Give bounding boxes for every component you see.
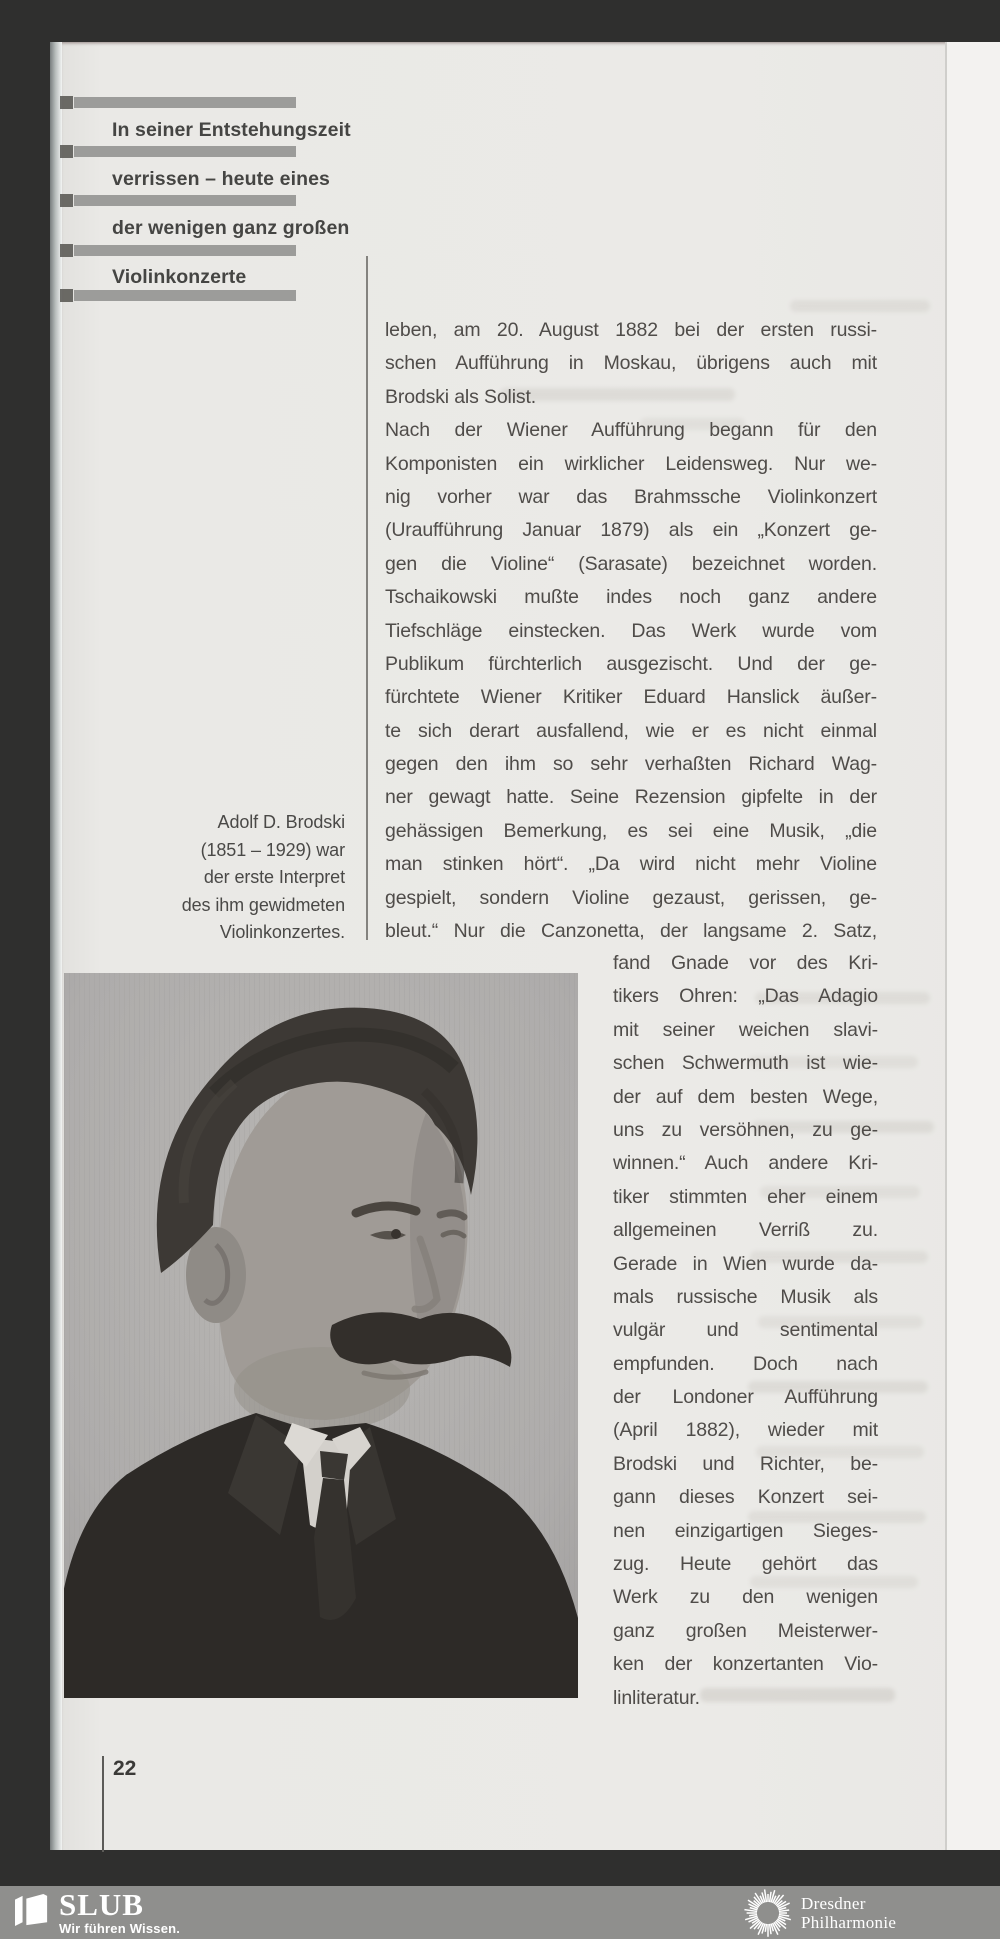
text-line: verrissen – heute eines (112, 168, 330, 191)
text-line: (1851 – 1929) war (200, 839, 345, 860)
text-line: ner gewagt hatte. Seine Rezension gipfelte in der (385, 786, 877, 809)
text-line: fand Gnade vor des Kri- (613, 952, 878, 974)
column-divider-rule (366, 256, 368, 940)
footer-bar (0, 1886, 1000, 1939)
slub-tagline: Wir führen Wissen. (59, 1921, 181, 1936)
philharmonie-name-line2: Philharmonie (801, 1913, 897, 1932)
philharmonie-name-line1: Dresdner (801, 1894, 866, 1913)
body-wide (385, 314, 877, 948)
text-line: gespielt, sondern Violine gezaust, gerissen, ge- (385, 886, 877, 909)
slub-wordmark: SLUB (59, 1887, 144, 1922)
text-line: empfunden. Doch nach (613, 1352, 878, 1375)
portrait-illustration (64, 973, 578, 1698)
text-line: der wenigen ganz großen (112, 217, 350, 240)
header-block (112, 118, 442, 314)
adjacent-page-edge (947, 42, 1000, 1850)
text-line: ken der konzertanten Vio- (613, 1653, 878, 1676)
text-line: Gerade in Wien wurde da- (613, 1252, 878, 1275)
text-line: Tiefschläge einstecken. Das Werk wurde vom (385, 619, 877, 642)
text-line: schen Aufführung in Moskau, übrigens auch mit (385, 352, 877, 375)
text-line: der auf dem besten Wege, (613, 1085, 878, 1108)
text-line: Nach der Wiener Aufführung begann für den (385, 419, 877, 442)
text-line: gann dieses Konzert sei- (613, 1486, 878, 1509)
text-line: des ihm gewidmeten (181, 894, 345, 915)
text-line: leben, am 20. August 1882 bei der ersten russi- (385, 319, 877, 341)
text-line: mit seiner weichen slavi- (613, 1018, 878, 1041)
page-number-rule (102, 1756, 104, 1852)
text-line: schen Schwermuth ist wie- (613, 1052, 878, 1075)
text-line: nig vorher war das Brahmssche Violinkonzert (385, 485, 877, 508)
text-line: Komponisten ein wirklicher Leidensweg. Nur we- (385, 452, 877, 475)
text-line: tikers Ohren: „Das Adagio (613, 985, 878, 1008)
text-line: gegen den ihm so sehr verhaßten Richard Wag- (385, 753, 877, 776)
photo-caption (140, 809, 345, 947)
text-line: mals russische Musik als (613, 1285, 878, 1308)
text-line: man stinken hört“. „Da wird nicht mehr Violine (385, 853, 877, 876)
text-line: Werk zu den wenigen (613, 1586, 878, 1609)
text-line: In seiner Entstehungszeit (112, 119, 351, 141)
page-fold-line (945, 42, 947, 1850)
page-number: 22 (113, 1757, 137, 1780)
text-line: Publikum fürchterlich ausgezischt. Und der ge- (385, 652, 877, 675)
text-line: te sich derart ausfallend, wie er es nicht einmal (385, 719, 877, 742)
text-line: Violinkonzerte (112, 266, 247, 289)
text-line: zug. Heute gehört das (613, 1553, 878, 1576)
text-line: (Uraufführung Januar 1879) als ein „Konzert ge- (385, 519, 877, 542)
decorative-stripe (74, 97, 296, 108)
text-line: Adolf D. Brodski (217, 812, 345, 832)
text-line: gehässigen Bemerkung, es sei eine Musik, „die (385, 819, 877, 842)
text-line: fürchtete Wiener Kritiker Eduard Hanslick äußer- (385, 686, 877, 709)
text-line: nen einzigartigen Sieges- (613, 1519, 878, 1542)
open-book-icon (13, 1893, 51, 1927)
text-line: der erste Interpret (203, 867, 345, 887)
text-line: tiker stimmten eher einem (613, 1185, 878, 1208)
text-line: linliteratur. (613, 1686, 700, 1709)
text-line: gen die Violine“ (Sarasate) bezeichnet worden. (385, 552, 877, 575)
text-line: Tschaikowski mußte indes noch ganz andere (385, 586, 877, 609)
brodski-portrait-photo (64, 973, 578, 1698)
text-line: bleut.“ Nur die Canzonetta, der langsame 2. Satz, (385, 920, 877, 943)
sunburst-icon (743, 1888, 793, 1938)
text-line: uns zu versöhnen, zu ge- (613, 1118, 878, 1141)
philharmonie-logo (743, 1888, 896, 1938)
slub-logo (13, 1887, 181, 1936)
bleed-smudge (790, 300, 930, 312)
text-line: ganz großen Meisterwer- (613, 1619, 878, 1642)
text-line: Brodski und Richter, be- (613, 1452, 878, 1475)
body-narrow (613, 947, 878, 1715)
text-line: allgemeinen Verriß zu. (613, 1219, 878, 1242)
text-line: der Londoner Aufführung (613, 1386, 878, 1409)
text-line: winnen.“ Auch andere Kri- (613, 1152, 878, 1175)
text-line: Violinkonzertes. (219, 922, 345, 942)
text-line: (April 1882), wieder mit (613, 1419, 878, 1442)
text-line: vulgär und sentimental (613, 1319, 878, 1342)
text-line: Brodski als Solist. (385, 385, 537, 408)
